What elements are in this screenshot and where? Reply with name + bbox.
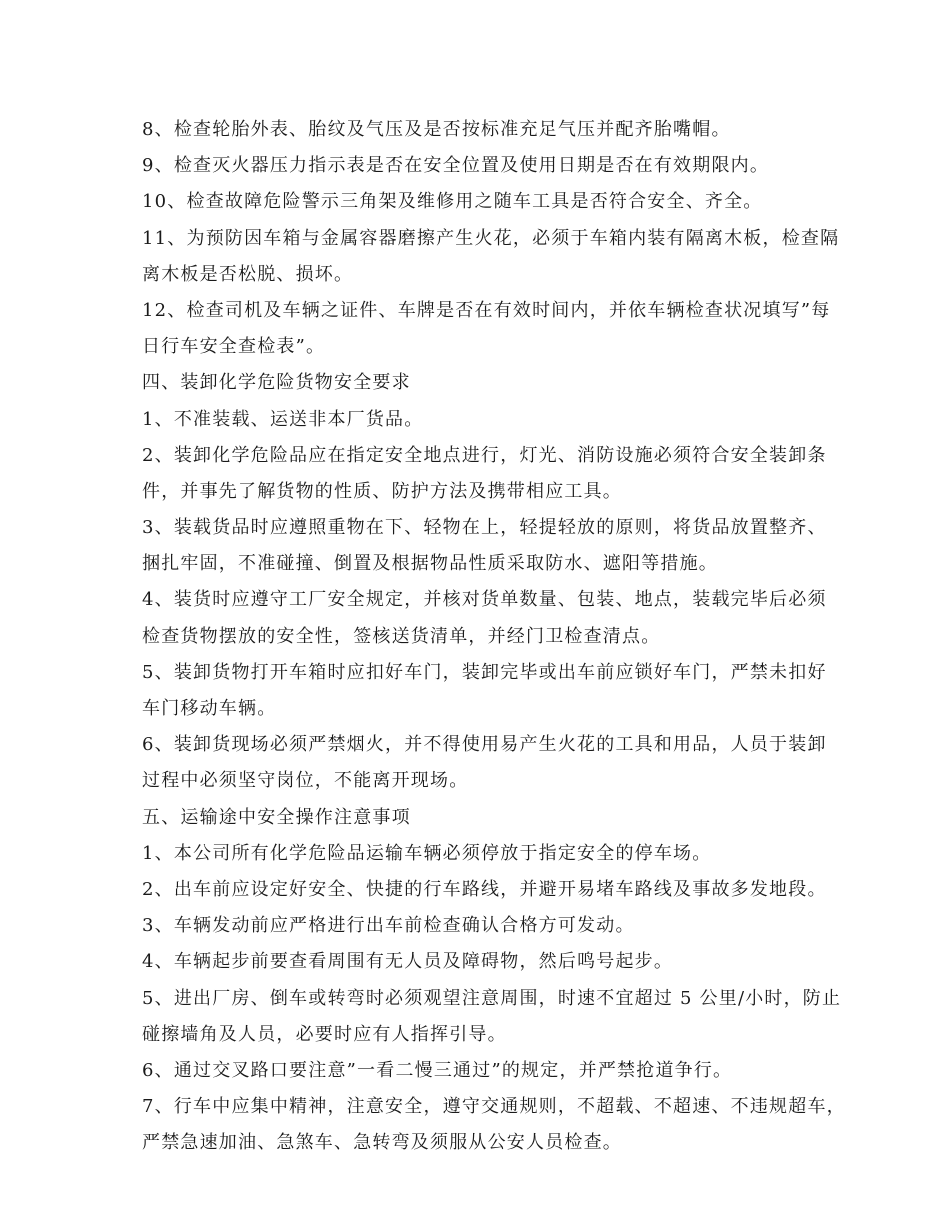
section-heading: 五、运输途中安全操作注意事项 bbox=[142, 806, 411, 828]
text-line: 4、车辆起步前要查看周围有无人员及障碍物，然后鸣号起步。 bbox=[142, 951, 674, 973]
text-line: 9、检查灭火器压力指示表是否在安全位置及使用日期是否在有效期限内。 bbox=[142, 155, 770, 177]
text-line: 检查货物摆放的安全性，签核送货清单，并经门卫检查清点。 bbox=[142, 625, 661, 647]
text-line: 日行车安全查检表”。 bbox=[142, 336, 326, 358]
text-line: 碰擦墙角及人员，必要时应有人指挥引导。 bbox=[142, 1023, 507, 1045]
text-line: 6、通过交叉路口要注意”一看二慢三通过”的规定，并严禁抢道争行。 bbox=[142, 1059, 733, 1081]
document-body bbox=[142, 112, 846, 1161]
text-line: 6、装卸货现场必须严禁烟火，并不得使用易产生火花的工具和用品，人员于装卸 bbox=[142, 734, 827, 756]
text-line: 4、装货时应遵守工厂安全规定，并核对货单数量、包装、地点，装载完毕后必须 bbox=[142, 589, 827, 611]
text-line: 1、本公司所有化学危险品运输车辆必须停放于指定安全的停车场。 bbox=[142, 842, 712, 864]
text-line: 捆扎牢固，不准碰撞、倒置及根据物品性质采取防水、遮阳等措施。 bbox=[142, 553, 718, 575]
text-line: 10、检查故障危险警示三角架及维修用之随车工具是否符合安全、齐全。 bbox=[142, 191, 763, 213]
text-line: 8、检查轮胎外表、胎纹及气压及是否按标准充足气压并配齐胎嘴帽。 bbox=[142, 119, 731, 140]
text-line: 车门移动车辆。 bbox=[142, 698, 277, 719]
section-heading: 四、装卸化学危险货物安全要求 bbox=[142, 372, 411, 394]
text-line: 2、出车前应设定好安全、快捷的行车路线，并避开易堵车路线及事故多发地段。 bbox=[142, 878, 827, 900]
text-line: 5、装卸货物打开车箱时应扣好车门，装卸完毕或出车前应锁好车门，严禁未扣好 bbox=[142, 661, 827, 683]
text-line: 2、装卸化学危险品应在指定安全地点进行，灯光、消防设施必须符合安全装卸条 bbox=[142, 444, 827, 466]
text-line: 1、不准装载、运送非本厂货品。 bbox=[142, 408, 424, 430]
text-line: 离木板是否松脱、损坏。 bbox=[142, 263, 354, 285]
text-line: 3、车辆发动前应严格进行出车前检查确认合格方可发动。 bbox=[142, 915, 635, 937]
text-line: 过程中必须坚守岗位，不能离开现场。 bbox=[142, 770, 469, 792]
text-line: 5、进出厂房、倒车或转弯时必须观望注意周围，时速不宜超过 5 公里/小时，防止 bbox=[142, 987, 842, 1009]
text-line: 7、行车中应集中精神，注意安全，遵守交通规则，不超载、不超速、不违规超车， bbox=[142, 1096, 846, 1118]
text-line: 11、为预防因车箱与金属容器磨擦产生火花，必须于车箱内装有隔离木板，检查隔 bbox=[142, 227, 840, 249]
text-line: 严禁急速加油、急煞车、急转弯及须服从公安人员检查。 bbox=[142, 1132, 622, 1154]
text-line: 3、装载货品时应遵照重物在下、轻物在上，轻提轻放的原则，将货品放置整齐、 bbox=[142, 517, 827, 539]
text-line: 12、检查司机及车辆之证件、车牌是否在有效时间内，并依车辆检查状况填写”每 bbox=[142, 299, 831, 321]
text-line: 件，并事先了解货物的性质、防护方法及携带相应工具。 bbox=[142, 480, 622, 502]
